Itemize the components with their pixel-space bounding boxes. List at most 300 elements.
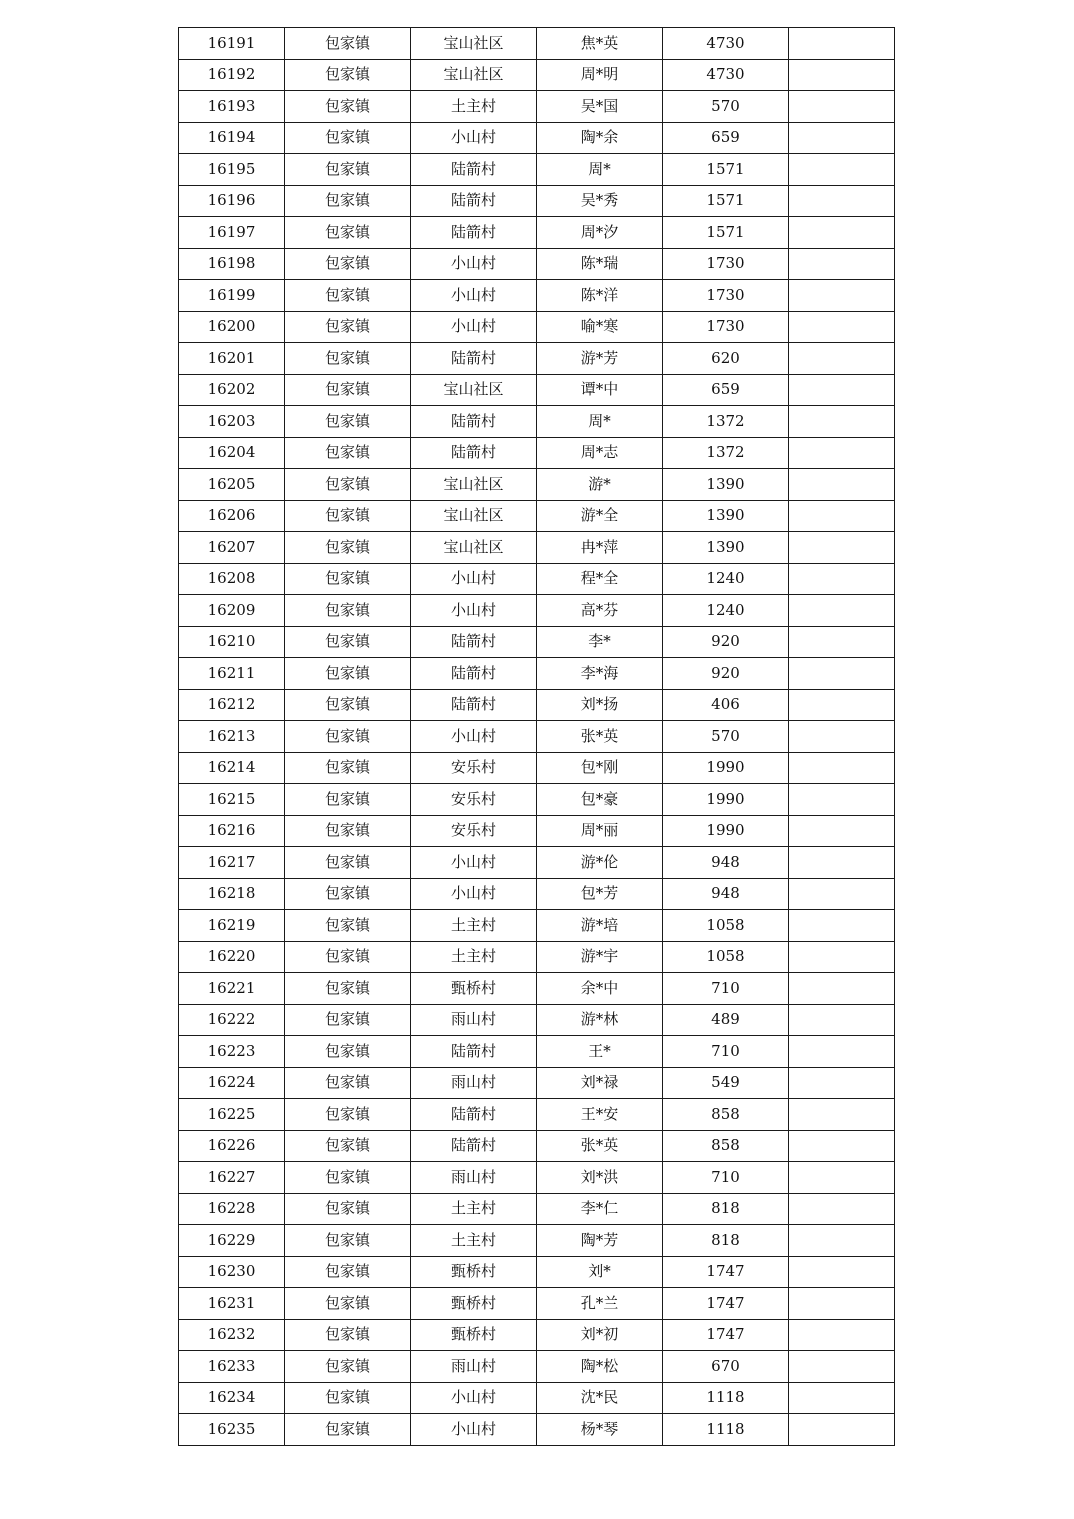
village-cell: 雨山村 xyxy=(411,1067,537,1099)
town-cell: 包家镇 xyxy=(285,469,411,501)
town-cell: 包家镇 xyxy=(285,910,411,942)
amount-cell: 1240 xyxy=(663,563,789,595)
remark-cell xyxy=(789,91,895,123)
village-cell: 土主村 xyxy=(411,91,537,123)
name-cell: 周*丽 xyxy=(537,815,663,847)
row-number-cell: 16197 xyxy=(179,217,285,249)
name-cell: 吴*秀 xyxy=(537,185,663,217)
town-cell: 包家镇 xyxy=(285,689,411,721)
table-row xyxy=(179,1382,895,1414)
name-cell: 刘* xyxy=(537,1256,663,1288)
row-number-cell: 16204 xyxy=(179,437,285,469)
amount-cell: 1571 xyxy=(663,217,789,249)
name-cell: 李*仁 xyxy=(537,1193,663,1225)
row-number-cell: 16224 xyxy=(179,1067,285,1099)
remark-cell xyxy=(789,59,895,91)
town-cell: 包家镇 xyxy=(285,122,411,154)
village-cell: 土主村 xyxy=(411,910,537,942)
name-cell: 谭*中 xyxy=(537,374,663,406)
row-number-cell: 16211 xyxy=(179,658,285,690)
table-row xyxy=(179,1193,895,1225)
name-cell: 游*宇 xyxy=(537,941,663,973)
name-cell: 杨*琴 xyxy=(537,1414,663,1446)
remark-cell xyxy=(789,1319,895,1351)
remark-cell xyxy=(789,343,895,375)
name-cell: 游*芳 xyxy=(537,343,663,375)
town-cell: 包家镇 xyxy=(285,532,411,564)
remark-cell xyxy=(789,1130,895,1162)
name-cell: 李* xyxy=(537,626,663,658)
remark-cell xyxy=(789,910,895,942)
village-cell: 雨山村 xyxy=(411,1162,537,1194)
name-cell: 游*林 xyxy=(537,1004,663,1036)
remark-cell xyxy=(789,1414,895,1446)
village-cell: 小山村 xyxy=(411,721,537,753)
town-cell: 包家镇 xyxy=(285,1067,411,1099)
table-row xyxy=(179,1004,895,1036)
village-cell: 陆箭村 xyxy=(411,658,537,690)
village-cell: 小山村 xyxy=(411,595,537,627)
amount-cell: 710 xyxy=(663,1162,789,1194)
town-cell: 包家镇 xyxy=(285,374,411,406)
row-number-cell: 16200 xyxy=(179,311,285,343)
table-row xyxy=(179,910,895,942)
village-cell: 陆箭村 xyxy=(411,689,537,721)
table-row xyxy=(179,721,895,753)
amount-cell: 1730 xyxy=(663,280,789,312)
amount-cell: 620 xyxy=(663,343,789,375)
table-row xyxy=(179,248,895,280)
name-cell: 游*伦 xyxy=(537,847,663,879)
amount-cell: 1730 xyxy=(663,248,789,280)
amount-cell: 1390 xyxy=(663,469,789,501)
amount-cell: 570 xyxy=(663,91,789,123)
amount-cell: 1747 xyxy=(663,1319,789,1351)
table-row xyxy=(179,1256,895,1288)
amount-cell: 4730 xyxy=(663,28,789,60)
row-number-cell: 16232 xyxy=(179,1319,285,1351)
amount-cell: 1372 xyxy=(663,437,789,469)
name-cell: 刘*初 xyxy=(537,1319,663,1351)
table-row xyxy=(179,658,895,690)
village-cell: 小山村 xyxy=(411,311,537,343)
row-number-cell: 16199 xyxy=(179,280,285,312)
town-cell: 包家镇 xyxy=(285,500,411,532)
remark-cell xyxy=(789,217,895,249)
remark-cell xyxy=(789,1067,895,1099)
amount-cell: 1571 xyxy=(663,154,789,186)
row-number-cell: 16213 xyxy=(179,721,285,753)
amount-cell: 1372 xyxy=(663,406,789,438)
row-number-cell: 16194 xyxy=(179,122,285,154)
table-row xyxy=(179,122,895,154)
amount-cell: 549 xyxy=(663,1067,789,1099)
town-cell: 包家镇 xyxy=(285,280,411,312)
village-cell: 小山村 xyxy=(411,563,537,595)
name-cell: 高*芬 xyxy=(537,595,663,627)
town-cell: 包家镇 xyxy=(285,1162,411,1194)
name-cell: 刘*扬 xyxy=(537,689,663,721)
remark-cell xyxy=(789,374,895,406)
amount-cell: 570 xyxy=(663,721,789,753)
row-number-cell: 16234 xyxy=(179,1382,285,1414)
table-row xyxy=(179,1099,895,1131)
village-cell: 宝山社区 xyxy=(411,59,537,91)
amount-cell: 1730 xyxy=(663,311,789,343)
remark-cell xyxy=(789,941,895,973)
town-cell: 包家镇 xyxy=(285,1414,411,1446)
name-cell: 陶*松 xyxy=(537,1351,663,1383)
village-cell: 陆箭村 xyxy=(411,343,537,375)
village-cell: 陆箭村 xyxy=(411,154,537,186)
village-cell: 小山村 xyxy=(411,847,537,879)
town-cell: 包家镇 xyxy=(285,784,411,816)
village-cell: 安乐村 xyxy=(411,752,537,784)
row-number-cell: 16230 xyxy=(179,1256,285,1288)
name-cell: 喻*寒 xyxy=(537,311,663,343)
table-row xyxy=(179,878,895,910)
amount-cell: 920 xyxy=(663,658,789,690)
remark-cell xyxy=(789,1225,895,1257)
row-number-cell: 16223 xyxy=(179,1036,285,1068)
remark-cell xyxy=(789,185,895,217)
table-row xyxy=(179,784,895,816)
town-cell: 包家镇 xyxy=(285,91,411,123)
row-number-cell: 16191 xyxy=(179,28,285,60)
town-cell: 包家镇 xyxy=(285,59,411,91)
name-cell: 沈*民 xyxy=(537,1382,663,1414)
town-cell: 包家镇 xyxy=(285,752,411,784)
row-number-cell: 16228 xyxy=(179,1193,285,1225)
name-cell: 包*豪 xyxy=(537,784,663,816)
town-cell: 包家镇 xyxy=(285,248,411,280)
table-row xyxy=(179,374,895,406)
row-number-cell: 16219 xyxy=(179,910,285,942)
amount-cell: 659 xyxy=(663,122,789,154)
row-number-cell: 16217 xyxy=(179,847,285,879)
amount-cell: 858 xyxy=(663,1130,789,1162)
village-cell: 陆箭村 xyxy=(411,185,537,217)
amount-cell: 818 xyxy=(663,1225,789,1257)
remark-cell xyxy=(789,1099,895,1131)
row-number-cell: 16205 xyxy=(179,469,285,501)
table-row xyxy=(179,1414,895,1446)
name-cell: 周*明 xyxy=(537,59,663,91)
remark-cell xyxy=(789,28,895,60)
remark-cell xyxy=(789,437,895,469)
town-cell: 包家镇 xyxy=(285,878,411,910)
name-cell: 陈*洋 xyxy=(537,280,663,312)
village-cell: 宝山社区 xyxy=(411,28,537,60)
village-cell: 安乐村 xyxy=(411,784,537,816)
remark-cell xyxy=(789,1036,895,1068)
town-cell: 包家镇 xyxy=(285,217,411,249)
row-number-cell: 16198 xyxy=(179,248,285,280)
name-cell: 张*英 xyxy=(537,1130,663,1162)
row-number-cell: 16218 xyxy=(179,878,285,910)
table-row xyxy=(179,595,895,627)
remark-cell xyxy=(789,1193,895,1225)
row-number-cell: 16235 xyxy=(179,1414,285,1446)
name-cell: 游*全 xyxy=(537,500,663,532)
village-cell: 宝山社区 xyxy=(411,500,537,532)
name-cell: 游* xyxy=(537,469,663,501)
village-cell: 陆箭村 xyxy=(411,1130,537,1162)
village-cell: 雨山村 xyxy=(411,1004,537,1036)
amount-cell: 1118 xyxy=(663,1382,789,1414)
remark-cell xyxy=(789,122,895,154)
name-cell: 包*刚 xyxy=(537,752,663,784)
village-cell: 陆箭村 xyxy=(411,217,537,249)
village-cell: 宝山社区 xyxy=(411,374,537,406)
town-cell: 包家镇 xyxy=(285,154,411,186)
name-cell: 刘*洪 xyxy=(537,1162,663,1194)
village-cell: 陆箭村 xyxy=(411,1099,537,1131)
remark-cell xyxy=(789,500,895,532)
amount-cell: 1390 xyxy=(663,532,789,564)
name-cell: 焦*英 xyxy=(537,28,663,60)
village-cell: 陆箭村 xyxy=(411,406,537,438)
remark-cell xyxy=(789,563,895,595)
name-cell: 周*志 xyxy=(537,437,663,469)
remark-cell xyxy=(789,626,895,658)
amount-cell: 670 xyxy=(663,1351,789,1383)
town-cell: 包家镇 xyxy=(285,847,411,879)
row-number-cell: 16206 xyxy=(179,500,285,532)
town-cell: 包家镇 xyxy=(285,343,411,375)
remark-cell xyxy=(789,1382,895,1414)
remark-cell xyxy=(789,689,895,721)
town-cell: 包家镇 xyxy=(285,406,411,438)
amount-cell: 406 xyxy=(663,689,789,721)
town-cell: 包家镇 xyxy=(285,1382,411,1414)
remark-cell xyxy=(789,1004,895,1036)
name-cell: 包*芳 xyxy=(537,878,663,910)
remark-cell xyxy=(789,658,895,690)
town-cell: 包家镇 xyxy=(285,1193,411,1225)
remark-cell xyxy=(789,406,895,438)
name-cell: 王* xyxy=(537,1036,663,1068)
town-cell: 包家镇 xyxy=(285,437,411,469)
table-row xyxy=(179,28,895,60)
village-cell: 土主村 xyxy=(411,1193,537,1225)
table-row xyxy=(179,1067,895,1099)
amount-cell: 1058 xyxy=(663,910,789,942)
table-row xyxy=(179,815,895,847)
row-number-cell: 16210 xyxy=(179,626,285,658)
amount-cell: 1990 xyxy=(663,752,789,784)
data-table xyxy=(178,27,895,1446)
table-row xyxy=(179,500,895,532)
row-number-cell: 16207 xyxy=(179,532,285,564)
remark-cell xyxy=(789,532,895,564)
table-row xyxy=(179,1162,895,1194)
table-row xyxy=(179,280,895,312)
amount-cell: 948 xyxy=(663,847,789,879)
village-cell: 小山村 xyxy=(411,878,537,910)
row-number-cell: 16192 xyxy=(179,59,285,91)
table-row xyxy=(179,847,895,879)
amount-cell: 1118 xyxy=(663,1414,789,1446)
remark-cell xyxy=(789,311,895,343)
name-cell: 陶*余 xyxy=(537,122,663,154)
table-row xyxy=(179,689,895,721)
row-number-cell: 16222 xyxy=(179,1004,285,1036)
amount-cell: 710 xyxy=(663,973,789,1005)
town-cell: 包家镇 xyxy=(285,1319,411,1351)
town-cell: 包家镇 xyxy=(285,941,411,973)
remark-cell xyxy=(789,1256,895,1288)
table-row xyxy=(179,406,895,438)
name-cell: 周* xyxy=(537,154,663,186)
amount-cell: 4730 xyxy=(663,59,789,91)
remark-cell xyxy=(789,784,895,816)
amount-cell: 659 xyxy=(663,374,789,406)
row-number-cell: 16225 xyxy=(179,1099,285,1131)
village-cell: 小山村 xyxy=(411,1414,537,1446)
village-cell: 宝山社区 xyxy=(411,469,537,501)
village-cell: 小山村 xyxy=(411,122,537,154)
amount-cell: 948 xyxy=(663,878,789,910)
town-cell: 包家镇 xyxy=(285,658,411,690)
amount-cell: 1390 xyxy=(663,500,789,532)
name-cell: 周*汐 xyxy=(537,217,663,249)
table-row xyxy=(179,343,895,375)
amount-cell: 1747 xyxy=(663,1256,789,1288)
table-row xyxy=(179,1036,895,1068)
village-cell: 土主村 xyxy=(411,941,537,973)
amount-cell: 920 xyxy=(663,626,789,658)
row-number-cell: 16214 xyxy=(179,752,285,784)
table-row xyxy=(179,437,895,469)
row-number-cell: 16203 xyxy=(179,406,285,438)
town-cell: 包家镇 xyxy=(285,1351,411,1383)
name-cell: 程*全 xyxy=(537,563,663,595)
village-cell: 甄桥村 xyxy=(411,1319,537,1351)
table-row xyxy=(179,185,895,217)
table-body xyxy=(179,28,895,1446)
row-number-cell: 16196 xyxy=(179,185,285,217)
table-row xyxy=(179,563,895,595)
town-cell: 包家镇 xyxy=(285,1004,411,1036)
table-row xyxy=(179,1319,895,1351)
village-cell: 雨山村 xyxy=(411,1351,537,1383)
remark-cell xyxy=(789,878,895,910)
name-cell: 周* xyxy=(537,406,663,438)
remark-cell xyxy=(789,847,895,879)
amount-cell: 1240 xyxy=(663,595,789,627)
name-cell: 余*中 xyxy=(537,973,663,1005)
name-cell: 吴*国 xyxy=(537,91,663,123)
town-cell: 包家镇 xyxy=(285,1130,411,1162)
town-cell: 包家镇 xyxy=(285,595,411,627)
town-cell: 包家镇 xyxy=(285,815,411,847)
table-row xyxy=(179,91,895,123)
row-number-cell: 16226 xyxy=(179,1130,285,1162)
amount-cell: 1571 xyxy=(663,185,789,217)
remark-cell xyxy=(789,1288,895,1320)
row-number-cell: 16221 xyxy=(179,973,285,1005)
table-row xyxy=(179,59,895,91)
row-number-cell: 16212 xyxy=(179,689,285,721)
table-row xyxy=(179,1288,895,1320)
village-cell: 陆箭村 xyxy=(411,437,537,469)
name-cell: 孔*兰 xyxy=(537,1288,663,1320)
amount-cell: 858 xyxy=(663,1099,789,1131)
row-number-cell: 16233 xyxy=(179,1351,285,1383)
remark-cell xyxy=(789,1162,895,1194)
amount-cell: 489 xyxy=(663,1004,789,1036)
remark-cell xyxy=(789,154,895,186)
row-number-cell: 16216 xyxy=(179,815,285,847)
remark-cell xyxy=(789,815,895,847)
village-cell: 陆箭村 xyxy=(411,1036,537,1068)
row-number-cell: 16220 xyxy=(179,941,285,973)
village-cell: 小山村 xyxy=(411,248,537,280)
row-number-cell: 16229 xyxy=(179,1225,285,1257)
amount-cell: 1747 xyxy=(663,1288,789,1320)
town-cell: 包家镇 xyxy=(285,563,411,595)
row-number-cell: 16193 xyxy=(179,91,285,123)
amount-cell: 818 xyxy=(663,1193,789,1225)
table-row xyxy=(179,626,895,658)
amount-cell: 710 xyxy=(663,1036,789,1068)
name-cell: 张*英 xyxy=(537,721,663,753)
town-cell: 包家镇 xyxy=(285,1099,411,1131)
row-number-cell: 16215 xyxy=(179,784,285,816)
remark-cell xyxy=(789,1351,895,1383)
town-cell: 包家镇 xyxy=(285,1256,411,1288)
town-cell: 包家镇 xyxy=(285,185,411,217)
town-cell: 包家镇 xyxy=(285,311,411,343)
table-row xyxy=(179,973,895,1005)
remark-cell xyxy=(789,721,895,753)
village-cell: 宝山社区 xyxy=(411,532,537,564)
village-cell: 小山村 xyxy=(411,1382,537,1414)
town-cell: 包家镇 xyxy=(285,721,411,753)
table-row xyxy=(179,1225,895,1257)
remark-cell xyxy=(789,280,895,312)
row-number-cell: 16201 xyxy=(179,343,285,375)
amount-cell: 1990 xyxy=(663,815,789,847)
row-number-cell: 16208 xyxy=(179,563,285,595)
remark-cell xyxy=(789,595,895,627)
name-cell: 王*安 xyxy=(537,1099,663,1131)
village-cell: 小山村 xyxy=(411,280,537,312)
village-cell: 甄桥村 xyxy=(411,1288,537,1320)
row-number-cell: 16202 xyxy=(179,374,285,406)
table-row xyxy=(179,532,895,564)
row-number-cell: 16195 xyxy=(179,154,285,186)
name-cell: 李*海 xyxy=(537,658,663,690)
row-number-cell: 16209 xyxy=(179,595,285,627)
town-cell: 包家镇 xyxy=(285,1225,411,1257)
name-cell: 陶*芳 xyxy=(537,1225,663,1257)
row-number-cell: 16227 xyxy=(179,1162,285,1194)
table-row xyxy=(179,217,895,249)
town-cell: 包家镇 xyxy=(285,1036,411,1068)
name-cell: 陈*瑞 xyxy=(537,248,663,280)
table-row xyxy=(179,1351,895,1383)
remark-cell xyxy=(789,973,895,1005)
village-cell: 甄桥村 xyxy=(411,973,537,1005)
amount-cell: 1990 xyxy=(663,784,789,816)
name-cell: 游*培 xyxy=(537,910,663,942)
table-row xyxy=(179,941,895,973)
town-cell: 包家镇 xyxy=(285,973,411,1005)
remark-cell xyxy=(789,752,895,784)
village-cell: 甄桥村 xyxy=(411,1256,537,1288)
